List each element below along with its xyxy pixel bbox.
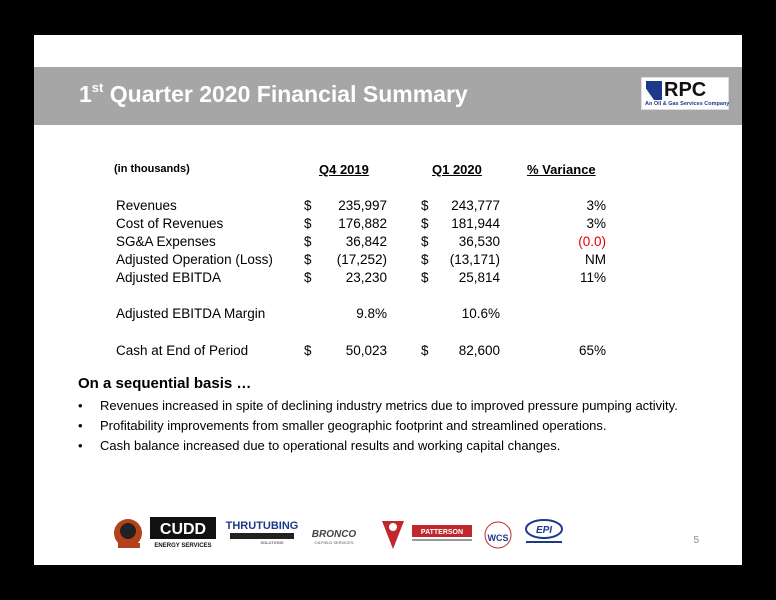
- dollar-sign: $: [421, 252, 429, 267]
- q1-2020-value: (13,171): [449, 252, 500, 267]
- svg-text:EPI: EPI: [535, 525, 553, 536]
- variance-value: 3%: [586, 216, 606, 231]
- variance-value: 11%: [579, 270, 606, 285]
- table-row: [34, 343, 742, 361]
- variance-value: 3%: [586, 198, 606, 213]
- dollar-sign: $: [304, 234, 312, 249]
- svg-text:WCS: WCS: [487, 533, 509, 543]
- q1-2020-value: 82,600: [458, 343, 500, 358]
- row-label: Cash at End of Period: [116, 343, 249, 358]
- patterson-logo-icon: [412, 525, 472, 541]
- slide: [34, 35, 742, 565]
- row-label: Adjusted EBITDA: [116, 270, 222, 285]
- q4-2019-value: 176,882: [338, 216, 387, 231]
- svg-text:CUDD: CUDD: [159, 521, 207, 538]
- header-q1-2020: Q1 2020: [432, 162, 482, 177]
- bullet-item: • Profitability improvements from smaller geographic footprint and streamlined operations.: [78, 418, 607, 433]
- header-q4-2019: Q4 2019: [319, 162, 369, 177]
- thrutubing-logo-icon: [226, 520, 299, 545]
- q1-2020-value: 25,814: [458, 270, 500, 285]
- q4-2019-value: 235,997: [338, 198, 387, 213]
- page-number: 5: [693, 535, 699, 546]
- rpc-logo-text: RPC: [664, 79, 707, 101]
- table-row: [34, 234, 742, 252]
- dollar-sign: $: [304, 270, 312, 285]
- q4-2019-value: (17,252): [336, 252, 387, 267]
- q1-2020-value: 36,530: [458, 234, 500, 249]
- title-bar: [34, 67, 742, 125]
- q4-2019-value: 36,842: [345, 234, 387, 249]
- row-label: SG&A Expenses: [116, 234, 216, 249]
- table-row: [34, 252, 742, 270]
- dollar-sign: $: [304, 343, 312, 358]
- svg-text:THRUTUBING: THRUTUBING: [225, 520, 299, 532]
- dollar-sign: $: [304, 252, 312, 267]
- epi-logo-icon: [526, 520, 562, 543]
- variance-value: 65%: [578, 343, 606, 358]
- q4-2019-value: 23,230: [345, 270, 387, 285]
- dollar-sign: $: [421, 270, 429, 285]
- svg-text:ENERGY SERVICES: ENERGY SERVICES: [154, 543, 212, 549]
- wcs-logo-icon: [485, 522, 511, 548]
- bullet-list: [78, 397, 718, 457]
- dollar-sign: $: [304, 198, 312, 213]
- row-label: Revenues: [116, 198, 177, 213]
- bullet-item: • Cash balance increased due to operational results and working capital changes.: [78, 438, 561, 453]
- variance-value: (0.0): [578, 234, 606, 249]
- sequential-heading: On a sequential basis …: [78, 375, 252, 392]
- table-row: [34, 306, 742, 324]
- svg-text:BRONCO: BRONCO: [311, 529, 357, 540]
- unit-label: (in thousands): [114, 163, 190, 175]
- bullet-item: • Revenues increased in spite of declining industry metrics due to improved pressure pumping activity.: [78, 398, 678, 413]
- q4-2019-value: 9.8%: [356, 306, 387, 321]
- row-label: Adjusted Operation (Loss): [116, 252, 273, 267]
- cudd-logo-icon: [150, 517, 216, 549]
- svg-text:PATTERSON: PATTERSON: [420, 529, 464, 536]
- row-label: Cost of Revenues: [116, 216, 224, 231]
- dollar-sign: $: [421, 198, 429, 213]
- rpc-logo-subtitle: An Oil & Gas Services Company: [645, 101, 730, 107]
- row-label: Adjusted EBITDA Margin: [116, 306, 266, 321]
- footer-logos-graphic: [112, 513, 582, 553]
- bronco-logo-icon: [312, 529, 357, 545]
- dollar-sign: $: [421, 216, 429, 231]
- dollar-sign: $: [304, 216, 312, 231]
- q4-2019-value: 50,023: [345, 343, 387, 358]
- variance-value: NM: [585, 252, 606, 267]
- q1-2020-value: 10.6%: [461, 306, 500, 321]
- slide-title: 1st Quarter 2020 Financial Summary: [79, 80, 468, 107]
- q1-2020-value: 181,944: [451, 216, 500, 231]
- rpc-logo-icon: [646, 81, 662, 100]
- svg-text:OILFIELD SERVICES: OILFIELD SERVICES: [314, 540, 354, 545]
- svg-text:SOLUTIONS: SOLUTIONS: [260, 540, 284, 545]
- dollar-sign: $: [421, 234, 429, 249]
- table-row: [34, 216, 742, 234]
- dollar-sign: $: [421, 343, 429, 358]
- q1-2020-value: 243,777: [451, 198, 500, 213]
- mascot-logo-icon: [114, 519, 142, 548]
- subsidiary-logos: [112, 513, 582, 553]
- table-row: [34, 270, 742, 288]
- rpc-logo: [641, 77, 729, 110]
- table-row: [34, 198, 742, 216]
- header-variance: % Variance: [527, 162, 596, 177]
- patterson-services-logo-icon: [382, 521, 404, 549]
